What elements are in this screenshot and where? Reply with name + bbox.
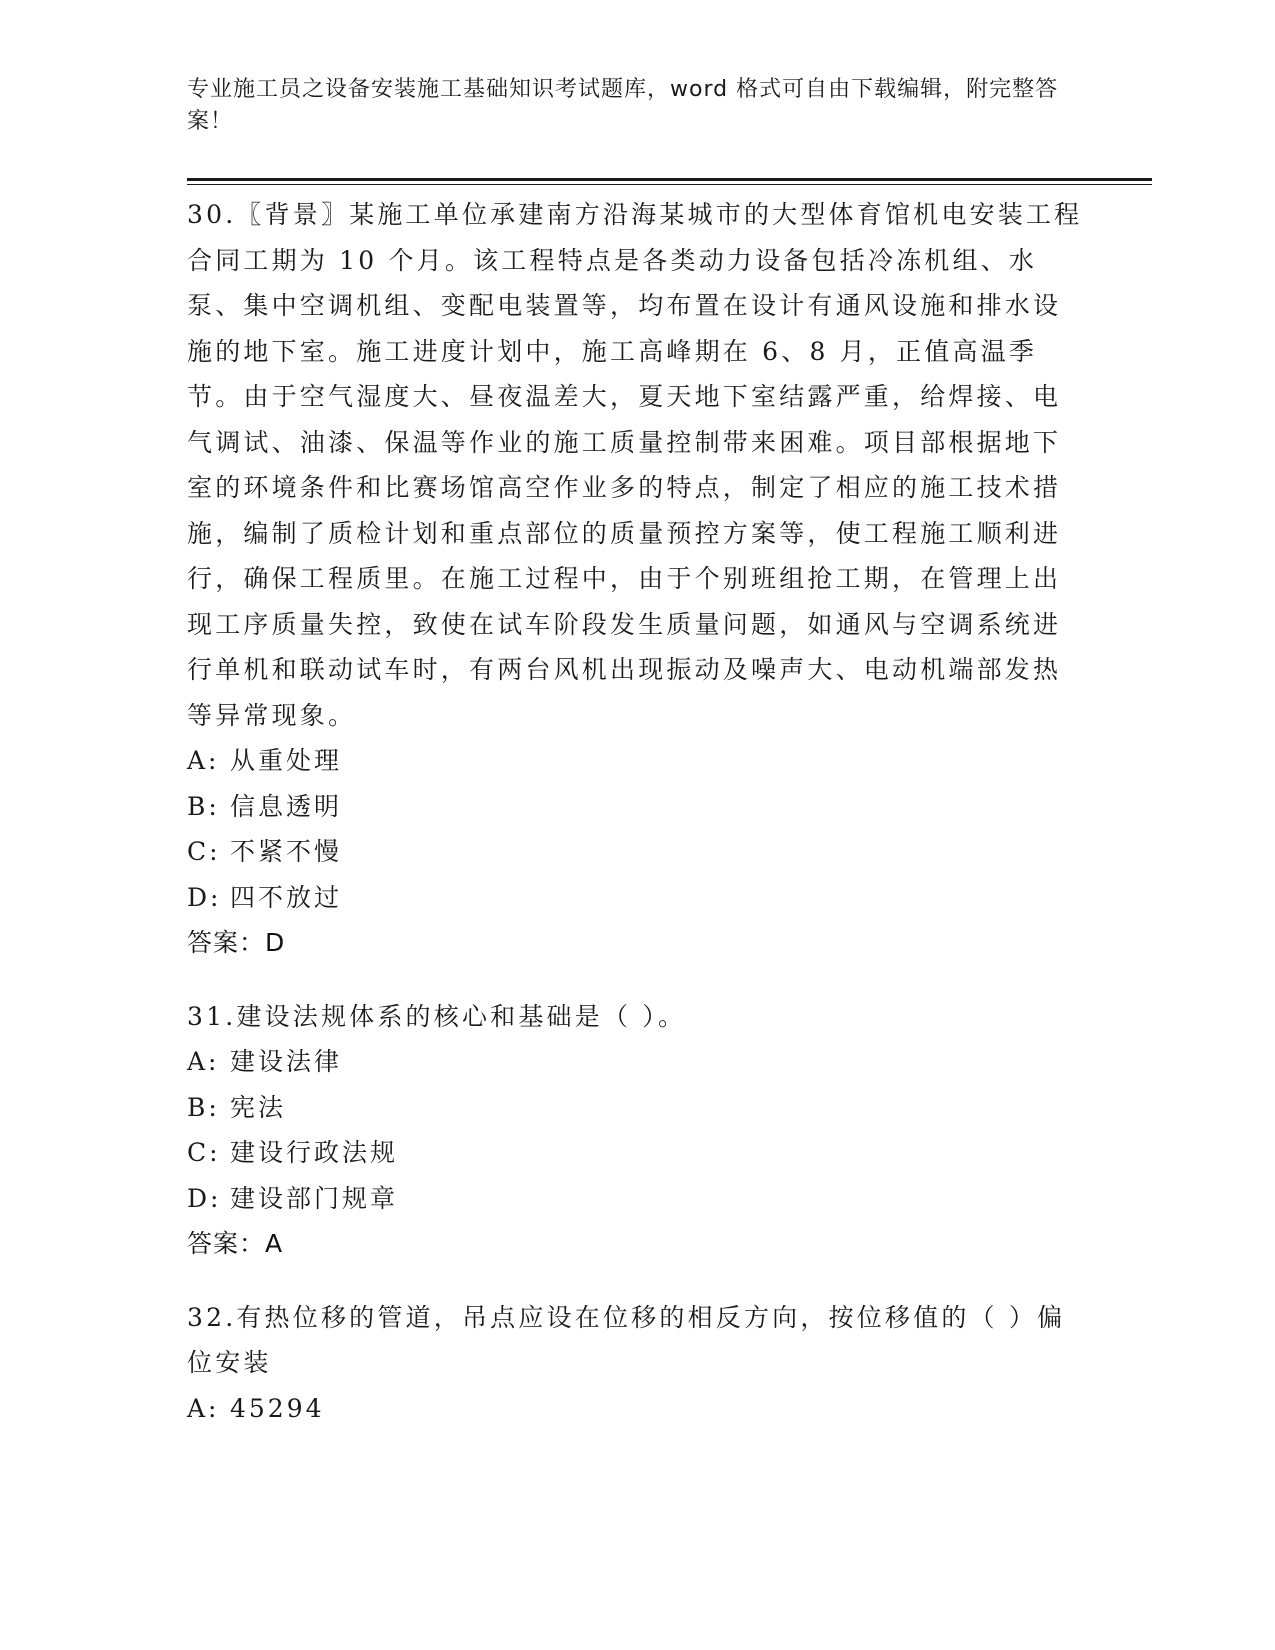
option-text: 信息透明 — [230, 791, 343, 821]
option-key: B: — [187, 1092, 220, 1122]
option-text: 建设部门规章 — [230, 1183, 399, 1213]
header-rule-thin — [187, 184, 1152, 185]
answer-line: 答案：A — [187, 1229, 284, 1258]
question-32 — [187, 1295, 1087, 1432]
option-text: 从重处理 — [230, 746, 343, 775]
option-key: C: — [187, 1138, 221, 1167]
header-rule-thick — [187, 178, 1152, 181]
option-c — [187, 1130, 1087, 1176]
option-key: B: — [187, 791, 220, 821]
option-a — [187, 738, 1087, 784]
option-text: 不紧不慢 — [230, 837, 343, 866]
option-a — [187, 1386, 1087, 1432]
option-key: A: — [187, 1393, 220, 1423]
option-text: 45294 — [230, 1393, 325, 1423]
answer-line: 答案：D — [187, 928, 286, 957]
question-stem: 31.建设法规体系的核心和基础是（ ）。 — [187, 1001, 687, 1031]
option-text: 建设行政法规 — [230, 1138, 399, 1167]
option-b — [187, 1085, 1087, 1131]
question-31 — [187, 994, 1087, 1267]
option-d — [187, 875, 1087, 921]
option-key: D: — [187, 882, 222, 912]
question-30 — [187, 192, 1087, 966]
option-text: 宪法 — [230, 1092, 287, 1122]
option-d — [187, 1176, 1087, 1222]
option-text: 建设法律 — [230, 1047, 343, 1076]
option-b — [187, 784, 1087, 830]
option-key: C: — [187, 837, 221, 866]
option-text: 四不放过 — [230, 882, 343, 912]
question-list — [187, 192, 1087, 1459]
option-key: D: — [187, 1183, 222, 1213]
question-stem: 32.有热位移的管道，吊点应设在位移的相反方向，按位移值的（ ）偏位安装 — [187, 1302, 1066, 1377]
option-key: A: — [187, 1047, 220, 1076]
option-a — [187, 1039, 1087, 1085]
option-key: A: — [187, 746, 220, 775]
option-c — [187, 829, 1087, 875]
question-stem: 30.〖背景〗某施工单位承建南方沿海某城市的大型体育馆机电安装工程合同工期为 10 个月。该工程特点是各类动力设备包括冷冻机组、水泵、集中空调机组、变配电装置等，均布置在设计有通风设施和排水设施的地下室。施工进度计划中，施工高峰期在 6、8 月，正值高温季节。由于空气湿度大、昼夜温差大，夏天地下室结露严重，给焊接、电气调试、油漆、保温等作业的施工质量控制带来困难。项目部根据地下室的环境条件和比赛场馆高空作业多的特点，制定了相应的施工技术措施，编制了质检计划和重点部位的质量预控方案等，使工程施工顺利进行，确保工程质里。在施工过程中，由于个别班组抢工期，在管理上出现工序质量失控，致使在试车阶段发生质量问题，如通风与空调系统进行单机和联动试车时，有两台风机出现振动及噪声大、电动机端部发热等异常现象。 — [187, 200, 1083, 730]
document-header: 专业施工员之设备安装施工基础知识考试题库，word 格式可自由下载编辑，附完整答案！ — [187, 77, 1059, 134]
